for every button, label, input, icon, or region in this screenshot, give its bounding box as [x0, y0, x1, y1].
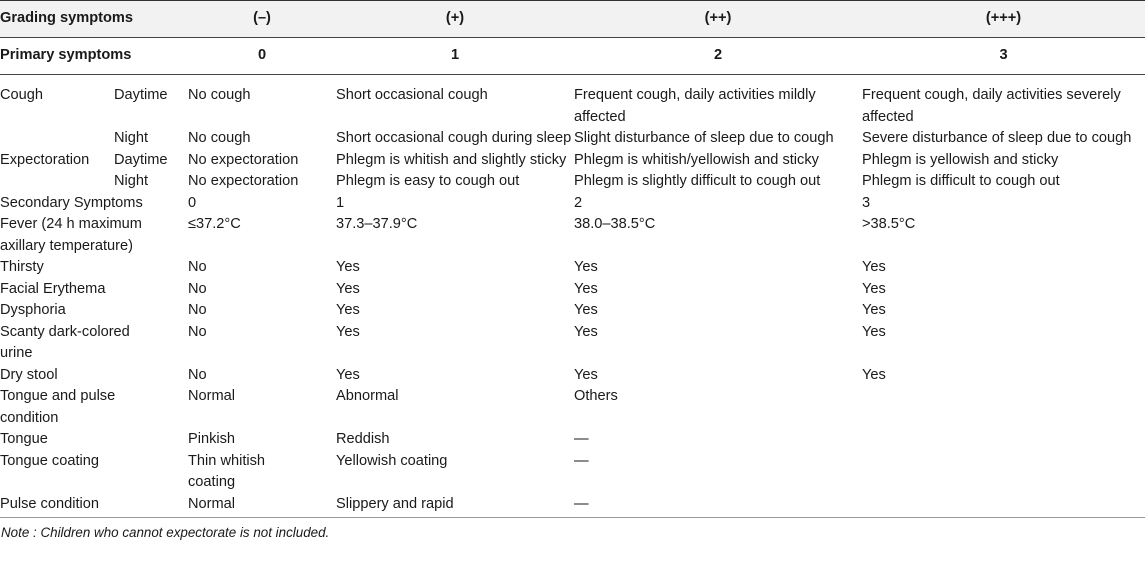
cell-grade-3 — [862, 494, 1145, 518]
cell-symptom: Tongue and pulse condition — [0, 388, 116, 426]
cell-period: Daytime — [114, 151, 168, 168]
cell-grade-2: Yes — [574, 259, 598, 275]
cell-symptom — [0, 171, 114, 193]
cell-symptom: Cough — [0, 87, 44, 103]
cell-grade-2: — — [574, 452, 589, 469]
cell-symptom: Pulse condition — [0, 494, 188, 518]
cell-grade-3 — [862, 451, 1145, 494]
header-grade-mild: (+) — [336, 1, 574, 38]
cell-grade-1: Phlegm is easy to cough out — [336, 173, 520, 189]
table-footnote: Note : Children who cannot expectorate is not included. — [1, 525, 330, 540]
table-row — [0, 365, 1145, 387]
cell-period: Night — [114, 173, 149, 189]
cell-grade-0: No — [188, 366, 207, 383]
header-score-1: 1 — [336, 38, 574, 75]
cell-grade-1: Yes — [336, 323, 360, 340]
cell-grade-1: Phlegm is whitish and slightly sticky — [336, 151, 567, 168]
header-row-grading — [0, 1, 1145, 38]
cell-period: Daytime — [114, 87, 168, 103]
cell-grade-0: No — [188, 259, 207, 275]
cell-grade-2: Slight disturbance of sleep due to cough — [574, 130, 834, 146]
cell-grade-0: Normal — [188, 388, 236, 404]
cell-grade-2: Frequent cough, daily activities mildly affected — [574, 87, 816, 125]
cell-symptom: Facial Erythema — [0, 280, 106, 297]
cell-grade-3: Yes — [862, 366, 886, 383]
cell-grade-0: ≤37.2°C — [188, 216, 241, 232]
cell-grade-1: Yes — [336, 366, 360, 383]
header-grade-moderate: (++) — [574, 1, 862, 38]
cell-grade-1: 1 — [336, 194, 345, 211]
cell-grade-2: 2 — [574, 194, 583, 211]
cell-grade-3: 3 — [862, 194, 871, 211]
header-score-3: 3 — [862, 38, 1145, 75]
cell-grade-3: Yes — [862, 302, 886, 318]
table-row — [0, 279, 1145, 301]
cell-grade-1: Short occasional cough during sleep — [336, 130, 572, 146]
table-row — [0, 171, 1145, 193]
cell-grade-0: No — [188, 280, 207, 297]
cell-symptom: Fever (24 h maximum axillary temperature) — [0, 216, 142, 254]
cell-grade-1: 37.3–37.9°C — [336, 216, 418, 232]
cell-grade-3: Phlegm is yellowish and sticky — [862, 151, 1059, 168]
cell-symptom: Tongue coating — [0, 452, 99, 469]
cell-grade-1: Yes — [336, 259, 360, 275]
cell-symptom — [0, 128, 114, 150]
cell-grade-1: Abnormal — [336, 388, 399, 404]
cell-grade-3 — [862, 386, 1145, 429]
cell-grade-2: Yes — [574, 366, 598, 383]
header-grade-severe: (+++) — [862, 1, 1145, 38]
cell-grade-0: Pinkish — [188, 431, 236, 447]
cell-grade-3: Yes — [862, 259, 886, 275]
header-score-0: 0 — [188, 38, 336, 75]
table-row — [0, 322, 1145, 365]
cell-grade-1: Reddish — [336, 431, 390, 447]
table-row — [0, 451, 1145, 494]
cell-grade-0: No — [188, 323, 207, 340]
table-row — [0, 429, 1145, 451]
cell-grade-3: Frequent cough, daily activities severely affected — [862, 87, 1121, 125]
cell-grade-2: — — [574, 431, 589, 447]
cell-grade-2: Others — [574, 388, 618, 404]
cell-grade-0: Normal — [188, 494, 336, 518]
table-row — [0, 257, 1145, 279]
table-row-secondary-symptoms — [0, 193, 1145, 215]
cell-grade-0: No cough — [188, 87, 251, 103]
cell-grade-1: Yellowish coating — [336, 452, 448, 469]
cell-grade-0: No cough — [188, 130, 251, 146]
cell-grade-2: Yes — [574, 302, 598, 318]
header-score-2: 2 — [574, 38, 862, 75]
table-row — [0, 300, 1145, 322]
cell-grade-0: No expectoration — [188, 151, 299, 168]
cell-grade-2: Phlegm is slightly difficult to cough out — [574, 173, 821, 189]
cell-grade-1: Yes — [336, 280, 360, 297]
cell-period: Night — [114, 130, 149, 146]
cell-grade-2: Phlegm is whitish/yellowish and sticky — [574, 151, 819, 168]
table-row — [0, 386, 1145, 429]
cell-grade-2: Yes — [574, 280, 598, 297]
table-row — [0, 128, 1145, 150]
cell-grade-1: Slippery and rapid — [336, 494, 574, 518]
table-row — [0, 75, 1145, 129]
cell-grade-0: No expectoration — [188, 173, 299, 189]
header-row-primary — [0, 38, 1145, 75]
cell-grade-3: Severe disturbance of sleep due to cough — [862, 130, 1132, 146]
cell-symptom: Dysphoria — [0, 302, 66, 318]
cell-grade-2: — — [574, 494, 862, 518]
cell-grade-1: Short occasional cough — [336, 87, 488, 103]
table-row — [0, 494, 1145, 518]
cell-grade-3: Phlegm is difficult to cough out — [862, 173, 1060, 189]
cell-grade-0: Thin whitish coating — [188, 452, 266, 490]
cell-grade-3: >38.5°C — [862, 216, 916, 232]
cell-symptom: Tongue — [0, 431, 48, 447]
cell-symptom: Thirsty — [0, 259, 44, 275]
cell-grade-2: 38.0–38.5°C — [574, 216, 656, 232]
cell-grade-1: Yes — [336, 302, 360, 318]
header-grading-symptoms: Grading symptoms — [0, 1, 188, 38]
cell-grade-3: Yes — [862, 323, 886, 340]
header-primary-symptoms: Primary symptoms — [0, 38, 188, 75]
cell-symptom: Expectoration — [0, 151, 90, 168]
cell-grade-0: 0 — [188, 194, 197, 211]
table-row — [0, 214, 1145, 257]
cell-symptom: Secondary Symptoms — [0, 194, 143, 211]
cell-symptom: Scanty dark-colored urine — [0, 323, 130, 361]
header-grade-none: (–) — [188, 1, 336, 38]
cell-grade-3 — [862, 429, 1145, 451]
table-row — [0, 150, 1145, 172]
cell-grade-0: No — [188, 302, 207, 318]
cell-grade-2: Yes — [574, 323, 598, 340]
cell-symptom: Dry stool — [0, 366, 58, 383]
cell-grade-3: Yes — [862, 280, 886, 297]
